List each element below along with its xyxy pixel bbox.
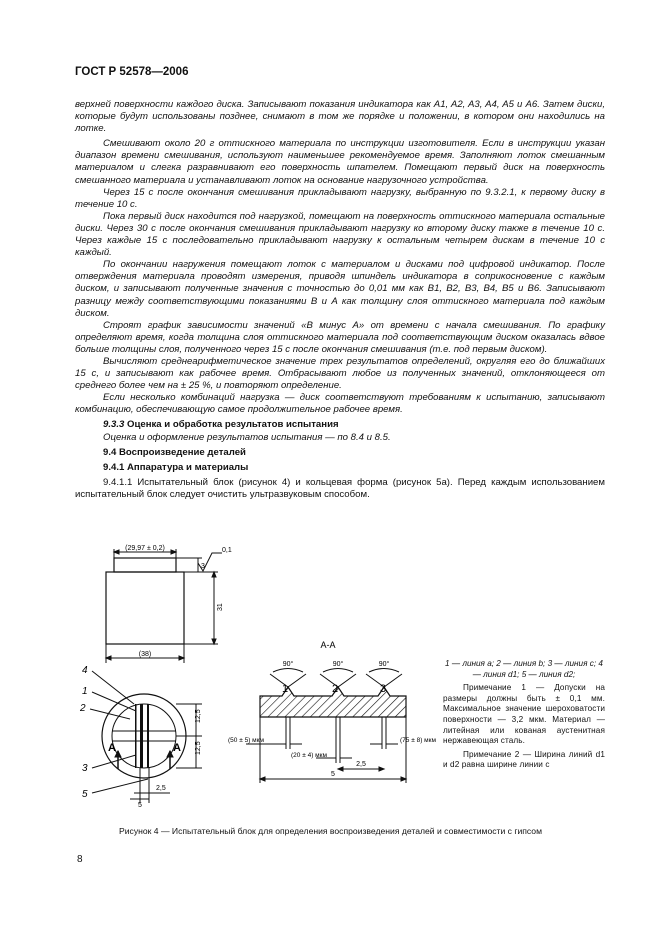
figure-note-2: Примечание 2 — Ширина линий d1 и d2 равна ширине линии c bbox=[443, 749, 605, 770]
dim-height: 31 bbox=[217, 603, 224, 611]
paragraph: Пока первый диск находится под нагрузкой, помещают на поверхность оттискного материала остальные диски. Через 30 с после окончания смешивания прикладывают нагрузку ко второму диску также в течение 10 с. Через каждые 15 с последовательно прикладывают нагрузку к остальным четырем дискам в течение 10 с каждый. bbox=[75, 210, 605, 259]
paragraph: верхней поверхности каждого диска. Записывают показания индикатора как A1, A2, A3, A4, A5 и A6. Затем диски, которые будут использованы позднее, снимают в том же порядке и положении, в котором они находились на лотке. bbox=[75, 99, 605, 135]
paragraph: Строят график зависимости значений «B минус A» от времени с начала смешивания. По графику определяют время, когда толщина слоя оттискного материала под соответствующим диском оказалась вдвое больше толщины слоя, полученного через 15 с после окончания смешивания (т.е. под первым диском). bbox=[75, 319, 605, 355]
section-heading-9-3-3 bbox=[75, 419, 605, 431]
dim-chamfer: 3 bbox=[201, 563, 205, 570]
figure-caption: Рисунок 4 — Испытательный блок для определения воспроизведения деталей и совместимости с гипсом bbox=[118, 826, 542, 836]
section-title: A-A bbox=[320, 640, 336, 650]
callout-2: 2 bbox=[80, 703, 86, 714]
section-mark-right: A bbox=[173, 742, 181, 754]
paragraph: Через 15 с после окончания смешивания прикладывают нагрузку, выбранную по 9.3.2.1, к первому диску в течение 10 с. bbox=[75, 186, 605, 210]
callout-4: 4 bbox=[82, 665, 88, 676]
heading-title: Оценка и обработка результатов испытания bbox=[127, 419, 339, 431]
dim-20um: (20 ± 4) мкм bbox=[291, 752, 327, 759]
paragraph: По окончании нагружения помещают лоток с материалом и дисками под цифровой индикатор. После отверждения материала проводят измерения, приводя шпиндель индикатора в соприкосновение с каждым диском, и записывают полученные значения с точностью до 0,01 мм как B1, B2, B3, B4, B5 и B6. Записывают разницу между соответствующими показаниями B и A как толщину слоя оттискного материала под каждым диском. bbox=[75, 259, 605, 319]
line-label-3: 3 bbox=[379, 683, 387, 695]
angle-1: 90° bbox=[282, 661, 294, 668]
paragraph: Смешивают около 20 г оттискного материала по инструкции изготовителя. Если в инструкции указан диапазон времени смешивания, используют наименьшее рекомендуемое время. Заполняют лоток смешанным материалом и слегка разравнивают его поверхность шпателем. Помещают первый диск на поверхность смешанного материала и устанавливают лоток на основание нагрузочного устройства. bbox=[75, 138, 605, 186]
angle-3: 90° bbox=[378, 661, 390, 668]
callout-3: 3 bbox=[82, 763, 88, 774]
paragraph: Вычисляют среднеарифметическое значение трех результатов определений, округляя его до ближайших 15 с, и записывают как рабочее время. Отбрасывают любое из полученных значений, отклоняющееся от среднего более чем на ± 25 %, и повторяют определение. bbox=[75, 355, 605, 392]
dim-5: 5 bbox=[331, 771, 335, 778]
dim-right-1: 12,5 bbox=[195, 709, 202, 723]
body-text bbox=[75, 99, 605, 501]
section-heading-9-4-1: 9.4.1 Аппаратура и материалы bbox=[103, 461, 249, 473]
paragraph: 9.4.1.1 Испытательный блок (рисунок 4) и кольцевая форма (рисунок 5а). Перед каждым использованием испытательный блок следует очистить ультразвуковым способом. bbox=[75, 476, 605, 500]
top-view bbox=[90, 671, 202, 803]
callout-1: 1 bbox=[82, 686, 88, 697]
dim-bottom-1: 2,5 bbox=[156, 785, 166, 792]
dim-top-width: (29,97 ± 0,2) bbox=[125, 545, 165, 552]
figure-note-1: Примечание 1 — Допуски на размеры должны быть ± 0,1 мм. Максимальное значение шероховатости поверхности — 3,2 мкм. Материал — литейная или кованая аустенитная нержавеющая сталь. bbox=[443, 683, 605, 746]
dim-bottom-2: 5 bbox=[138, 802, 142, 809]
paragraph: Если несколько комбинаций нагрузка — диск соответствуют требованиям к испытанию, записывают комбинацию, обеспечивающую самое продолжительное рабочее время. bbox=[75, 392, 605, 416]
dim-base-width: (38) bbox=[138, 651, 152, 658]
heading-number: 9.3.3 bbox=[103, 419, 125, 431]
dim-75um: (75 ± 8) мкм bbox=[400, 737, 436, 744]
angle-2: 90° bbox=[332, 661, 344, 668]
paragraph: Оценка и оформление результатов испытания — по 8.4 и 8.5. bbox=[103, 431, 391, 443]
page-number: 8 bbox=[77, 854, 83, 865]
figure-legend: 1 — линия a; 2 — линия b; 3 — линия c; 4 — линия d1; 5 — линия d2; bbox=[445, 659, 603, 679]
dim-right-2: 12,5 bbox=[195, 741, 202, 755]
callout-5: 5 bbox=[82, 789, 88, 800]
dim-roughness: 0,1 bbox=[222, 547, 232, 554]
line-label-1: 1 bbox=[281, 683, 289, 695]
section-mark-left: A bbox=[108, 742, 116, 754]
dim-2-5: 2,5 bbox=[356, 761, 366, 768]
standard-header: ГОСТ Р 52578—2006 bbox=[75, 66, 189, 78]
figure-notes bbox=[443, 659, 605, 774]
line-label-2: 2 bbox=[331, 683, 339, 695]
dim-50um: (50 ± 5) мкм bbox=[228, 737, 264, 744]
section-heading-9-4: 9.4 Воспроизведение деталей bbox=[103, 446, 246, 458]
